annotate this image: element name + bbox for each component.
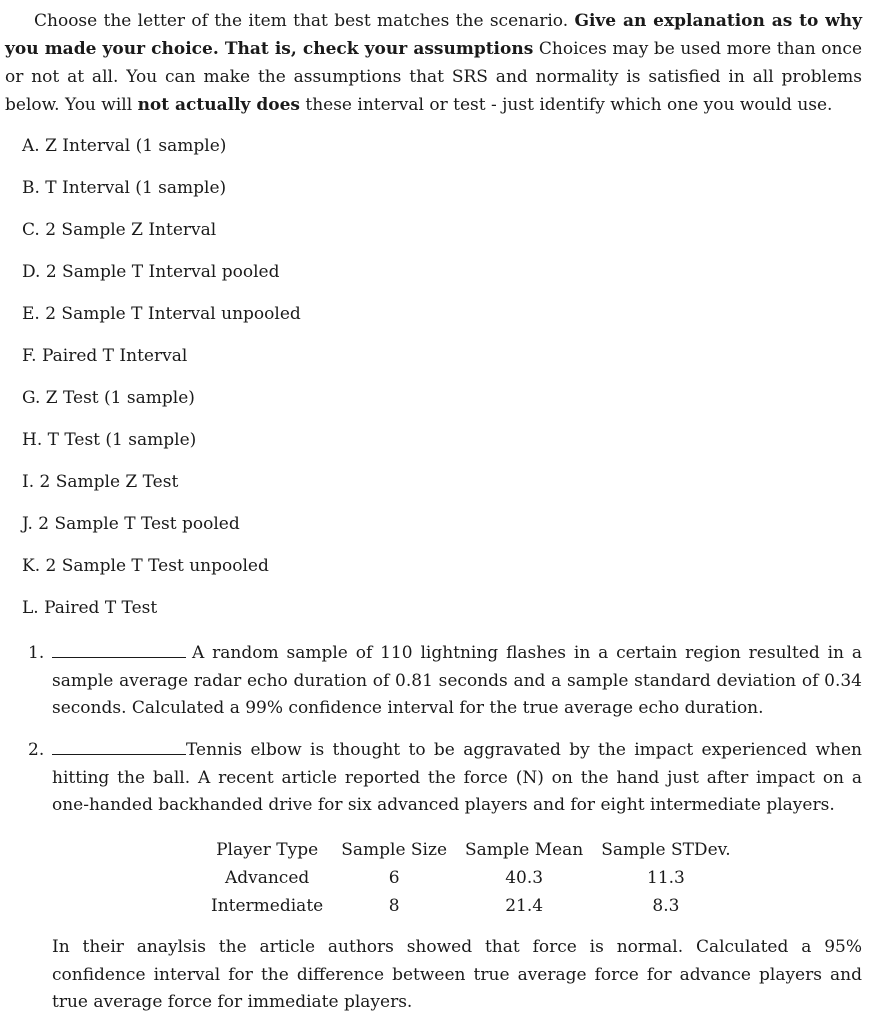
choice-list [22, 133, 301, 637]
question-2-followup: In their anaylsis the article authors showed that force is normal. Calculated a 95% confidence interval for the difference between true average force for advance players and true average force for immediate players. [52, 937, 862, 1012]
instructions-text-2: Choices may be used more than once or not at all. You can make the assumptions that SRS and normality is satisfied in all problems below. You will [5, 39, 863, 115]
choice-item: A. Z Interval (1 sample) [22, 136, 227, 156]
question-2 [28, 737, 862, 820]
table-header-row [202, 836, 740, 864]
table-cell: 21.4 [505, 896, 544, 916]
table-cell: 11.3 [647, 868, 685, 888]
question-number: 1. [28, 643, 45, 663]
choice-item: F. Paired T Interval [22, 346, 188, 366]
question-number: 2. [28, 740, 45, 760]
table-header-cell: Sample STDev. [601, 840, 731, 860]
question-1-text: A random sample of 110 lightning flashes in a certain region resulted in a sample average radar echo duration of 0.81 seconds and a sample standard deviation of 0.34 seconds. Calculated a 99% confidence interval for the true average echo duration. [52, 643, 862, 718]
table-cell: 8 [388, 896, 400, 916]
table-cell: 40.3 [505, 868, 544, 888]
table-cell: Intermediate [211, 896, 324, 916]
table-header-cell: Player Type [216, 840, 319, 860]
choice-item: I. 2 Sample Z Test [22, 472, 179, 492]
table-row [202, 892, 740, 920]
question-1 [28, 640, 862, 723]
question-2-text: Tennis elbow is thought to be aggravated by the impact experienced when hitting the ball. A recent article reported the force (N) on the hand just after impact on a one-handed backhanded drive for six advanced players and for eight intermediate players. [52, 740, 862, 815]
instructions-text-3: these interval or test - just identify which one you would use. [305, 95, 833, 115]
instructions-text-1: Choose the letter of the item that best matches the scenario. [34, 11, 569, 31]
choice-item: K. 2 Sample T Test unpooled [22, 556, 269, 576]
answer-blank-2[interactable] [52, 740, 186, 755]
instructions-bold-1: Give an explanation as to why you made your choice. That is, check your assumptions [5, 11, 863, 59]
choice-item: E. 2 Sample T Interval unpooled [22, 304, 301, 324]
table-cell: Advanced [224, 868, 310, 888]
table-header-cell: Sample Mean [465, 840, 584, 860]
choice-item: H. T Test (1 sample) [22, 430, 197, 450]
table-cell: 8.3 [652, 896, 680, 916]
instructions-bold-2: not actually does [137, 95, 300, 115]
choice-item: L. Paired T Test [22, 598, 158, 618]
table-cell: 6 [388, 868, 400, 888]
answer-blank-1[interactable] [52, 643, 186, 658]
table-row [202, 864, 740, 892]
choice-item: G. Z Test (1 sample) [22, 388, 195, 408]
player-data-table [202, 836, 740, 920]
choice-item: C. 2 Sample Z Interval [22, 220, 217, 240]
instructions [5, 7, 862, 119]
choice-item: D. 2 Sample T Interval pooled [22, 262, 280, 282]
choice-item: B. T Interval (1 sample) [22, 178, 227, 198]
choice-item: J. 2 Sample T Test pooled [22, 514, 240, 534]
table-header-cell: Sample Size [341, 840, 448, 860]
